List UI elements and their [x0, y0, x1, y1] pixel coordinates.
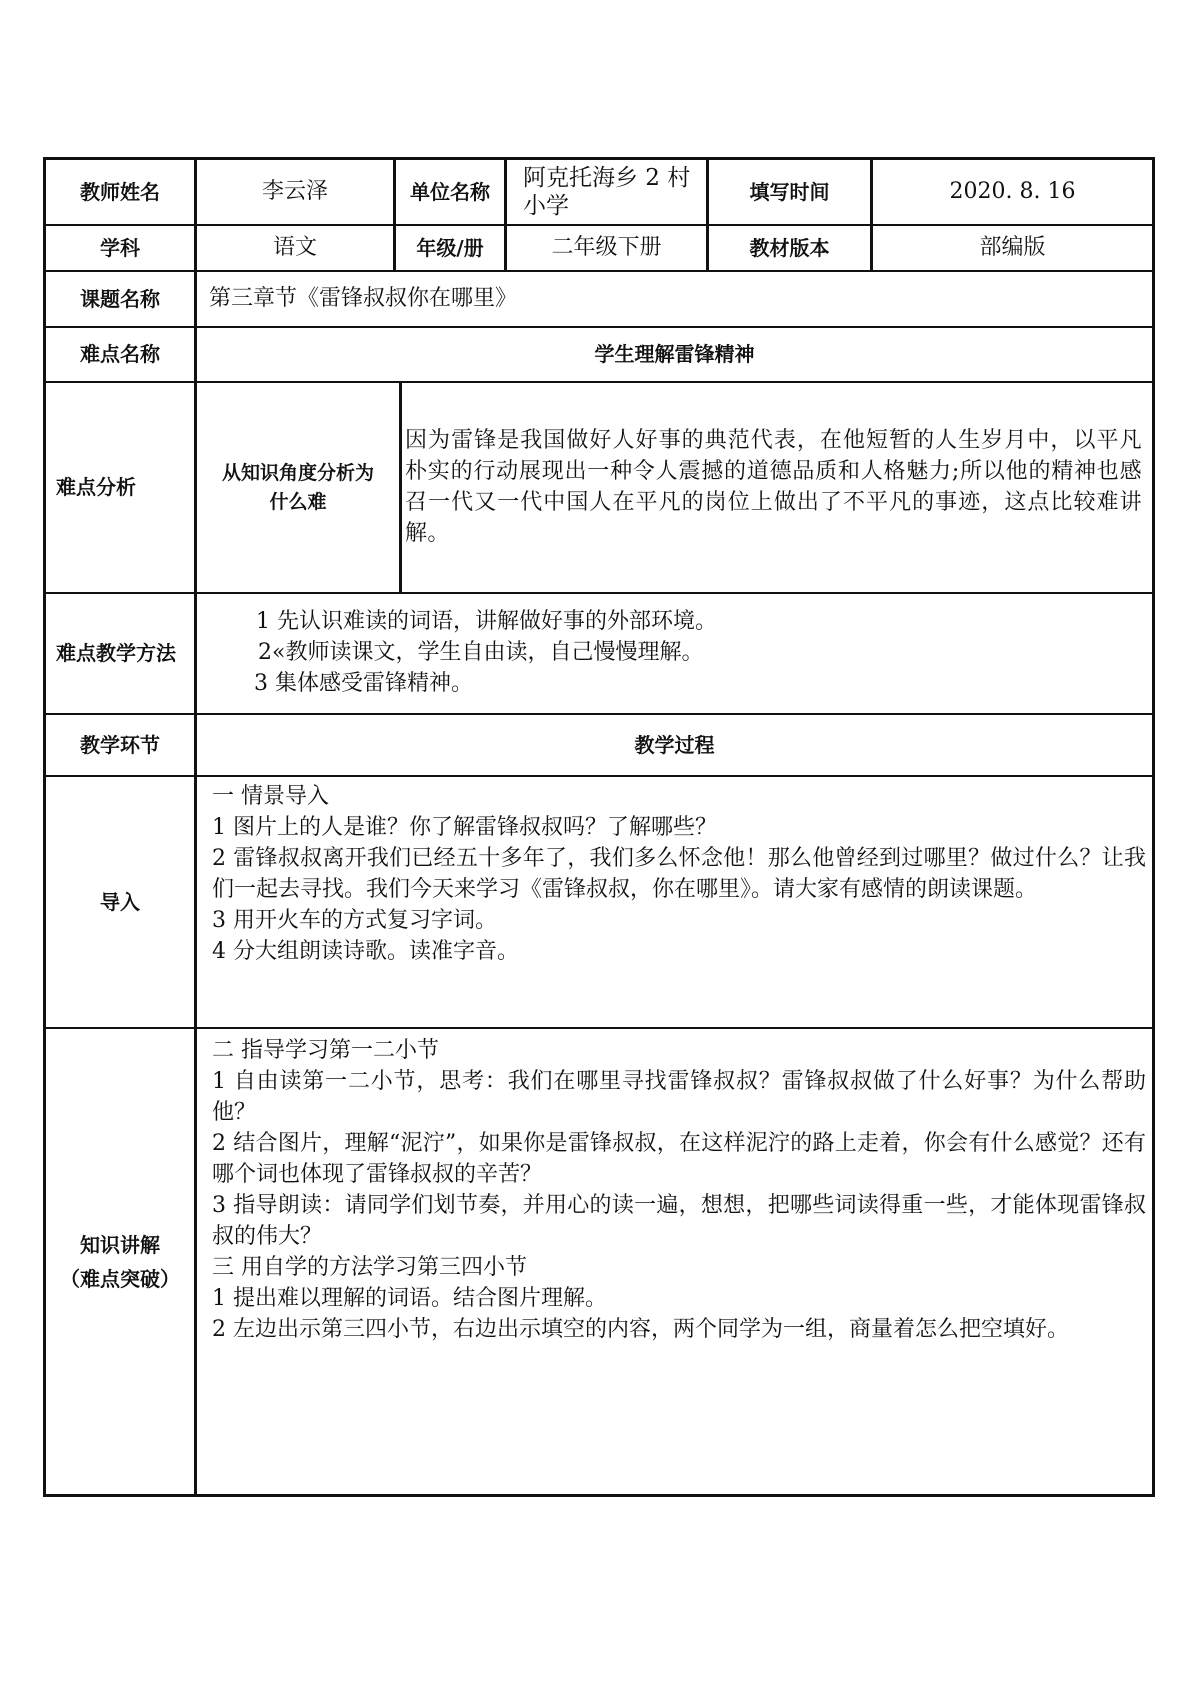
fill-date-label: 填写时间 [709, 160, 873, 224]
analysis-angle-label [197, 383, 402, 592]
knowledge-line-4: 3 指导朗读：请同学们划节奏，并用心的读一遍，想想，把哪些词读得重一些，才能体现雷锋叔叔的伟大？ [212, 1193, 1146, 1249]
intro-line-4: 3 用开火车的方式复习字词。 [212, 908, 497, 933]
analysis-text: 因为雷锋是我国做好人好事的典范代表，在他短暂的人生岁月中，以平凡朴实的行动展现出一种令人震撼的道德品质和人格魅力;所以他的精神也感召一代又一代中国人在平凡的岗位上做出了不平凡的事迹，这点比较难讲解。 [405, 428, 1142, 546]
row-introduction [46, 777, 1152, 1029]
analysis-angle-line-1: 从知识角度分析为 [221, 461, 374, 484]
textbook-edition-label: 教材版本 [709, 226, 873, 270]
lesson-plan-table [43, 157, 1155, 1497]
method-item-2: 2«教师读课文，学生自由读，自己慢慢理解。 [258, 640, 704, 665]
intro-line-3: 2 雷锋叔叔离开我们已经五十多年了，我们多么怀念他！那么他曾经到过哪里？做过什么？让我们一起去寻找。我们今天来学习《雷锋叔叔，你在哪里》。请大家有感情的朗读课题。 [212, 846, 1146, 902]
knowledge-explanation-label [46, 1029, 197, 1494]
row-teacher-info [46, 160, 1152, 226]
difficulty-name-value: 学生理解雷锋精神 [594, 342, 755, 366]
intro-line-5: 4 分大组朗读诗歌。读准字音。 [212, 939, 519, 964]
knowledge-line-7: 2 左边出示第三四小节，右边出示填空的内容，两个同学为一组，商量着怎么把空填好。 [212, 1317, 1069, 1342]
method-item-3: 3 集体感受雷锋精神。 [254, 671, 473, 696]
difficulty-analysis-label: 难点分析 [46, 383, 197, 592]
topic-value: 第三章节《雷锋叔叔你在哪里》 [209, 286, 518, 312]
knowledge-content [206, 1035, 1146, 1345]
teaching-process-label: 教学过程 [634, 732, 715, 757]
teacher-name-label: 教师姓名 [46, 160, 197, 224]
grade-value: 二年级下册 [507, 226, 709, 270]
introduction-content [206, 781, 1146, 967]
unit-name-label: 单位名称 [396, 160, 507, 224]
knowledge-line-3: 2 结合图片，理解“泥泞”，如果你是雷锋叔叔，在这样泥泞的路上走着，你会有什么感觉？还有哪个词也体现了雷锋叔叔的辛苦？ [212, 1131, 1146, 1187]
row-subject-info [46, 226, 1152, 272]
row-process-header [46, 715, 1152, 777]
introduction-label: 导入 [46, 777, 197, 1027]
knowledge-line-1: 二 指导学习第一二小节 [212, 1038, 439, 1063]
knowledge-line-6: 1 提出难以理解的词语。结合图片理解。 [212, 1286, 607, 1311]
subject-label: 学科 [46, 226, 197, 270]
textbook-edition-value: 部编版 [979, 235, 1046, 261]
row-topic [46, 272, 1152, 328]
row-knowledge-explanation [46, 1029, 1152, 1494]
teaching-method-label: 难点教学方法 [46, 594, 197, 713]
knowledge-label-line-1: 知识讲解 [80, 1232, 160, 1257]
teacher-name-value: 李云泽 [197, 160, 396, 224]
subject-value: 语文 [197, 226, 396, 270]
intro-line-1: 一 情景导入 [212, 784, 329, 809]
teaching-method-list [208, 606, 1138, 699]
topic-label: 课题名称 [46, 272, 197, 326]
row-difficulty-analysis [46, 383, 1152, 594]
row-teaching-method [46, 594, 1152, 715]
knowledge-line-2: 1 自由读第一二小节，思考：我们在哪里寻找雷锋叔叔？雷锋叔叔做了什么好事？为什么帮助他？ [212, 1069, 1146, 1125]
difficulty-name-label: 难点名称 [46, 328, 197, 381]
intro-line-2: 1 图片上的人是谁？你了解雷锋叔叔吗？了解哪些？ [212, 815, 717, 840]
unit-name-line-2: 小学 [523, 193, 569, 219]
knowledge-label-line-2: （难点突破） [60, 1266, 180, 1291]
row-difficulty-name [46, 328, 1152, 383]
method-item-1: 1 先认识难读的词语，讲解做好事的外部环境。 [256, 609, 717, 634]
unit-name-line-1: 阿克托海乡 2 村 [523, 165, 691, 191]
knowledge-line-5: 三 用自学的方法学习第三四小节 [212, 1255, 527, 1280]
analysis-angle-line-2: 什么难 [269, 490, 327, 513]
teaching-stage-label: 教学环节 [46, 715, 197, 775]
grade-label: 年级/册 [396, 226, 507, 270]
fill-date-value: 2020. 8. 16 [949, 179, 1076, 205]
unit-name-value [507, 160, 709, 224]
